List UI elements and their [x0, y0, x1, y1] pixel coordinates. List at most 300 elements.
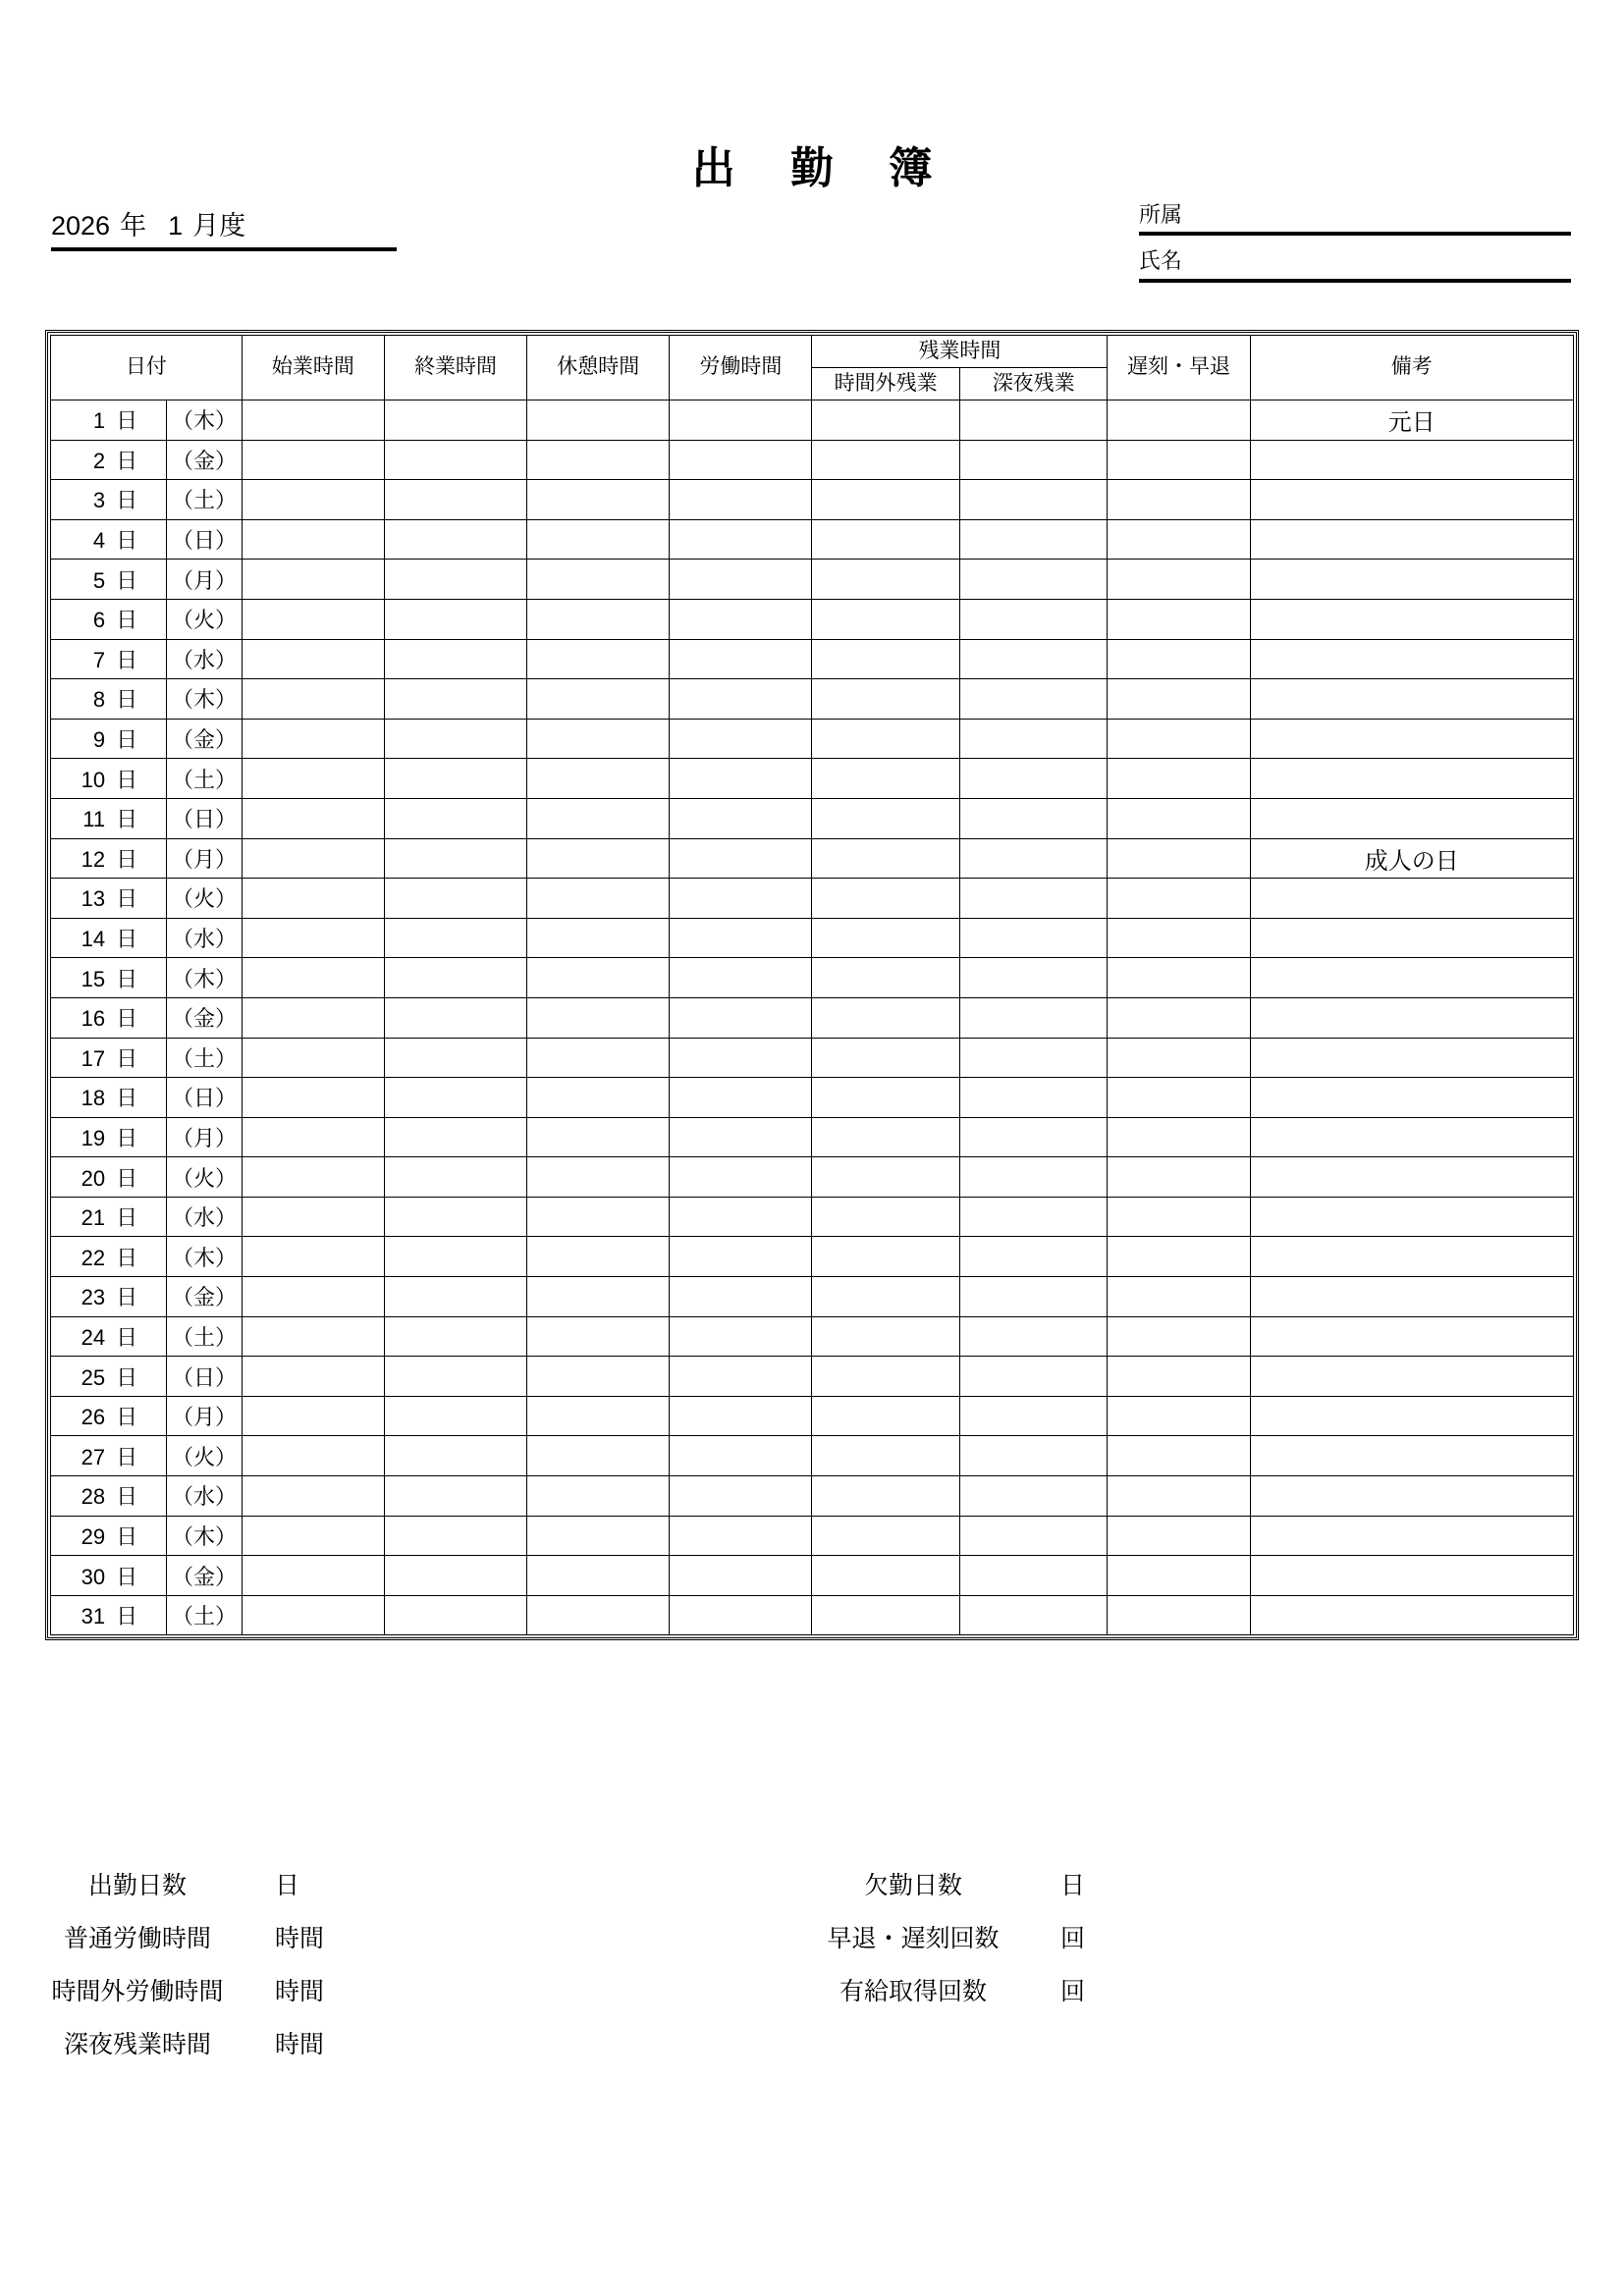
cell-late-early[interactable]	[1108, 1476, 1250, 1517]
cell-overtime-night[interactable]	[959, 879, 1108, 919]
cell-start-time[interactable]	[242, 599, 384, 639]
cell-overtime-night[interactable]	[959, 1038, 1108, 1078]
cell-remarks[interactable]: 成人の日	[1250, 838, 1573, 879]
cell-overtime-regular[interactable]	[812, 599, 960, 639]
cell-start-time[interactable]	[242, 1556, 384, 1596]
cell-start-time[interactable]	[242, 1117, 384, 1157]
cell-overtime-regular[interactable]	[812, 440, 960, 480]
table-row	[51, 879, 1574, 919]
cell-end-time[interactable]	[385, 958, 527, 998]
cell-work-time[interactable]	[670, 480, 812, 520]
cell-day	[51, 1436, 167, 1476]
cell-start-time[interactable]	[242, 560, 384, 600]
cell-start-time[interactable]	[242, 1316, 384, 1357]
cell-overtime-regular[interactable]	[812, 1237, 960, 1277]
cell-start-time[interactable]	[242, 1157, 384, 1198]
cell-remarks[interactable]	[1250, 1316, 1573, 1357]
cell-start-time[interactable]	[242, 1396, 384, 1436]
day-unit: 日	[116, 448, 138, 473]
cell-weekday: （火）	[167, 879, 243, 919]
cell-start-time[interactable]	[242, 879, 384, 919]
cell-start-time[interactable]	[242, 1436, 384, 1476]
cell-work-time[interactable]	[670, 440, 812, 480]
cell-start-time[interactable]	[242, 798, 384, 838]
cell-overtime-night[interactable]	[959, 560, 1108, 600]
cell-break-time[interactable]	[527, 519, 670, 560]
summary-value-left[interactable]: 時間	[275, 1978, 325, 2005]
cell-remarks[interactable]	[1250, 1078, 1573, 1118]
cell-work-time[interactable]	[670, 1516, 812, 1556]
summary-value-left[interactable]: 時間	[275, 1925, 325, 1952]
cell-break-time[interactable]	[527, 1396, 670, 1436]
cell-late-early[interactable]	[1108, 719, 1250, 759]
cell-overtime-night[interactable]	[959, 1117, 1108, 1157]
table-row	[51, 679, 1574, 720]
cell-end-time[interactable]	[385, 1277, 527, 1317]
cell-remarks[interactable]	[1250, 560, 1573, 600]
cell-overtime-regular[interactable]	[812, 958, 960, 998]
cell-work-time[interactable]	[670, 1197, 812, 1237]
period-field[interactable]	[51, 212, 397, 251]
cell-work-time[interactable]	[670, 719, 812, 759]
cell-end-time[interactable]	[385, 1237, 527, 1277]
cell-day	[51, 1117, 167, 1157]
cell-overtime-regular[interactable]	[812, 838, 960, 879]
cell-day	[51, 440, 167, 480]
cell-weekday: （金）	[167, 1277, 243, 1317]
cell-break-time[interactable]	[527, 1197, 670, 1237]
cell-overtime-night[interactable]	[959, 1436, 1108, 1476]
cell-overtime-night[interactable]	[959, 1357, 1108, 1397]
cell-day	[51, 1038, 167, 1078]
cell-work-time[interactable]	[670, 997, 812, 1038]
cell-end-time[interactable]	[385, 1436, 527, 1476]
cell-end-time[interactable]	[385, 759, 527, 799]
summary-value-right[interactable]: 回	[1060, 1925, 1086, 1952]
cell-overtime-night[interactable]	[959, 1556, 1108, 1596]
cell-overtime-night[interactable]	[959, 480, 1108, 520]
cell-work-time[interactable]	[670, 1316, 812, 1357]
cell-start-time[interactable]	[242, 838, 384, 879]
cell-work-time[interactable]	[670, 879, 812, 919]
cell-late-early[interactable]	[1108, 1595, 1250, 1635]
summary-label-right-empty	[766, 2016, 1060, 2069]
cell-break-time[interactable]	[527, 1516, 670, 1556]
cell-end-time[interactable]	[385, 440, 527, 480]
cell-start-time[interactable]	[242, 480, 384, 520]
cell-overtime-night[interactable]	[959, 679, 1108, 720]
day-number: 28	[81, 1484, 106, 1510]
summary-value-left[interactable]: 時間	[275, 2031, 325, 2058]
cell-break-time[interactable]	[527, 679, 670, 720]
cell-overtime-night[interactable]	[959, 838, 1108, 879]
cell-late-early[interactable]	[1108, 879, 1250, 919]
cell-overtime-night[interactable]	[959, 400, 1108, 441]
cell-end-time[interactable]	[385, 1476, 527, 1517]
cell-work-time[interactable]	[670, 759, 812, 799]
cell-overtime-night[interactable]	[959, 1595, 1108, 1635]
cell-break-time[interactable]	[527, 400, 670, 441]
cell-remarks[interactable]	[1250, 879, 1573, 919]
cell-end-time[interactable]	[385, 918, 527, 958]
cell-late-early[interactable]	[1108, 400, 1250, 441]
cell-late-early[interactable]	[1108, 1396, 1250, 1436]
cell-overtime-regular[interactable]	[812, 1396, 960, 1436]
day-number: 21	[81, 1205, 106, 1231]
day-unit: 日	[116, 488, 138, 513]
cell-work-time[interactable]	[670, 400, 812, 441]
cell-work-time[interactable]	[670, 1078, 812, 1118]
cell-remarks[interactable]	[1250, 719, 1573, 759]
cell-overtime-night[interactable]	[959, 958, 1108, 998]
cell-remarks[interactable]	[1250, 958, 1573, 998]
cell-break-time[interactable]	[527, 480, 670, 520]
day-number: 10	[81, 767, 106, 792]
cell-end-time[interactable]	[385, 639, 527, 679]
day-unit: 日	[116, 1405, 138, 1430]
cell-end-time[interactable]	[385, 1595, 527, 1635]
cell-late-early[interactable]	[1108, 1516, 1250, 1556]
cell-overtime-regular[interactable]	[812, 1277, 960, 1317]
cell-late-early[interactable]	[1108, 1357, 1250, 1397]
cell-break-time[interactable]	[527, 1595, 670, 1635]
cell-remarks[interactable]	[1250, 1237, 1573, 1277]
cell-overtime-regular[interactable]	[812, 519, 960, 560]
cell-overtime-regular[interactable]	[812, 879, 960, 919]
cell-work-time[interactable]	[670, 1157, 812, 1198]
cell-end-time[interactable]	[385, 560, 527, 600]
summary-label-right: 早退・遅刻回数	[827, 1925, 1000, 1952]
cell-break-time[interactable]	[527, 879, 670, 919]
cell-overtime-regular[interactable]	[812, 1197, 960, 1237]
cell-overtime-night[interactable]	[959, 1396, 1108, 1436]
cell-end-time[interactable]	[385, 1078, 527, 1118]
cell-remarks[interactable]	[1250, 679, 1573, 720]
cell-break-time[interactable]	[527, 1357, 670, 1397]
cell-work-time[interactable]	[670, 560, 812, 600]
cell-overtime-regular[interactable]	[812, 759, 960, 799]
cell-late-early[interactable]	[1108, 798, 1250, 838]
cell-day	[51, 519, 167, 560]
cell-end-time[interactable]	[385, 400, 527, 441]
cell-end-time[interactable]	[385, 599, 527, 639]
cell-overtime-regular[interactable]	[812, 997, 960, 1038]
day-unit: 日	[116, 1523, 138, 1549]
cell-late-early[interactable]	[1108, 599, 1250, 639]
cell-overtime-night[interactable]	[959, 1277, 1108, 1317]
cell-start-time[interactable]	[242, 1476, 384, 1517]
cell-overtime-regular[interactable]	[812, 560, 960, 600]
department-field[interactable]	[1139, 202, 1571, 236]
cell-late-early[interactable]	[1108, 679, 1250, 720]
cell-work-time[interactable]	[670, 1357, 812, 1397]
cell-start-time[interactable]	[242, 958, 384, 998]
cell-work-time[interactable]	[670, 1038, 812, 1078]
cell-late-early[interactable]	[1108, 838, 1250, 879]
cell-overtime-regular[interactable]	[812, 480, 960, 520]
cell-break-time[interactable]	[527, 958, 670, 998]
cell-overtime-night[interactable]	[959, 719, 1108, 759]
cell-break-time[interactable]	[527, 1117, 670, 1157]
cell-remarks[interactable]	[1250, 997, 1573, 1038]
summary-label-left: 普通労働時間	[63, 1925, 211, 1952]
cell-end-time[interactable]	[385, 719, 527, 759]
day-number: 3	[92, 488, 106, 513]
cell-break-time[interactable]	[527, 639, 670, 679]
cell-overtime-night[interactable]	[959, 1237, 1108, 1277]
cell-work-time[interactable]	[670, 838, 812, 879]
cell-end-time[interactable]	[385, 1516, 527, 1556]
cell-break-time[interactable]	[527, 798, 670, 838]
cell-break-time[interactable]	[527, 759, 670, 799]
cell-overtime-regular[interactable]	[812, 679, 960, 720]
cell-break-time[interactable]	[527, 1556, 670, 1596]
cell-late-early[interactable]	[1108, 1038, 1250, 1078]
cell-work-time[interactable]	[670, 639, 812, 679]
cell-overtime-night[interactable]	[959, 1157, 1108, 1198]
cell-overtime-regular[interactable]	[812, 798, 960, 838]
cell-work-time[interactable]	[670, 1436, 812, 1476]
cell-work-time[interactable]	[670, 519, 812, 560]
cell-late-early[interactable]	[1108, 1277, 1250, 1317]
cell-remarks[interactable]	[1250, 639, 1573, 679]
cell-overtime-regular[interactable]	[812, 918, 960, 958]
cell-remarks[interactable]: 元日	[1250, 400, 1573, 441]
cell-work-time[interactable]	[670, 1277, 812, 1317]
cell-overtime-night[interactable]	[959, 639, 1108, 679]
cell-work-time[interactable]	[670, 599, 812, 639]
cell-late-early[interactable]	[1108, 639, 1250, 679]
cell-overtime-regular[interactable]	[812, 1516, 960, 1556]
cell-remarks[interactable]	[1250, 1197, 1573, 1237]
cell-late-early[interactable]	[1108, 519, 1250, 560]
cell-break-time[interactable]	[527, 1277, 670, 1317]
cell-end-time[interactable]	[385, 798, 527, 838]
cell-end-time[interactable]	[385, 1556, 527, 1596]
cell-remarks[interactable]	[1250, 1038, 1573, 1078]
cell-end-time[interactable]	[385, 1157, 527, 1198]
cell-late-early[interactable]	[1108, 759, 1250, 799]
cell-work-time[interactable]	[670, 1476, 812, 1517]
cell-break-time[interactable]	[527, 1436, 670, 1476]
cell-end-time[interactable]	[385, 679, 527, 720]
cell-overtime-night[interactable]	[959, 918, 1108, 958]
cell-remarks[interactable]	[1250, 1436, 1573, 1476]
cell-overtime-night[interactable]	[959, 997, 1108, 1038]
table-row	[51, 440, 1574, 480]
cell-late-early[interactable]	[1108, 1197, 1250, 1237]
cell-late-early[interactable]	[1108, 997, 1250, 1038]
cell-overtime-regular[interactable]	[812, 1436, 960, 1476]
cell-overtime-night[interactable]	[959, 1316, 1108, 1357]
table-body	[51, 400, 1574, 1635]
cell-late-early[interactable]	[1108, 958, 1250, 998]
cell-late-early[interactable]	[1108, 918, 1250, 958]
cell-start-time[interactable]	[242, 997, 384, 1038]
cell-day	[51, 1197, 167, 1237]
cell-overtime-night[interactable]	[959, 1197, 1108, 1237]
cell-late-early[interactable]	[1108, 560, 1250, 600]
cell-start-time[interactable]	[242, 679, 384, 720]
cell-end-time[interactable]	[385, 1038, 527, 1078]
cell-break-time[interactable]	[527, 1078, 670, 1118]
cell-weekday: （水）	[167, 639, 243, 679]
cell-overtime-regular[interactable]	[812, 1038, 960, 1078]
cell-day	[51, 1476, 167, 1517]
cell-end-time[interactable]	[385, 480, 527, 520]
cell-late-early[interactable]	[1108, 1316, 1250, 1357]
cell-late-early[interactable]	[1108, 480, 1250, 520]
cell-break-time[interactable]	[527, 1237, 670, 1277]
cell-remarks[interactable]	[1250, 1476, 1573, 1517]
cell-weekday: （日）	[167, 519, 243, 560]
cell-break-time[interactable]	[527, 560, 670, 600]
cell-day	[51, 958, 167, 998]
cell-late-early[interactable]	[1108, 440, 1250, 480]
cell-remarks[interactable]	[1250, 599, 1573, 639]
cell-late-early[interactable]	[1108, 1078, 1250, 1118]
cell-start-time[interactable]	[242, 400, 384, 441]
cell-start-time[interactable]	[242, 1038, 384, 1078]
cell-remarks[interactable]	[1250, 1556, 1573, 1596]
cell-day	[51, 918, 167, 958]
cell-remarks[interactable]	[1250, 798, 1573, 838]
cell-end-time[interactable]	[385, 519, 527, 560]
cell-start-time[interactable]	[242, 639, 384, 679]
cell-weekday: （金）	[167, 1556, 243, 1596]
cell-overtime-regular[interactable]	[812, 719, 960, 759]
cell-remarks[interactable]	[1250, 1516, 1573, 1556]
cell-remarks[interactable]	[1250, 759, 1573, 799]
cell-remarks[interactable]	[1250, 1157, 1573, 1198]
cell-break-time[interactable]	[527, 1157, 670, 1198]
cell-start-time[interactable]	[242, 1197, 384, 1237]
summary-label-right: 欠勤日数	[863, 1872, 962, 1899]
cell-break-time[interactable]	[527, 918, 670, 958]
summary-value-right[interactable]: 回	[1060, 1978, 1086, 2005]
cell-overtime-regular[interactable]	[812, 400, 960, 441]
cell-overtime-night[interactable]	[959, 1516, 1108, 1556]
name-field[interactable]	[1139, 248, 1571, 282]
table-row	[51, 759, 1574, 799]
cell-end-time[interactable]	[385, 1396, 527, 1436]
cell-break-time[interactable]	[527, 1476, 670, 1517]
cell-start-time[interactable]	[242, 440, 384, 480]
cell-overtime-regular[interactable]	[812, 1476, 960, 1517]
cell-remarks[interactable]	[1250, 1396, 1573, 1436]
cell-start-time[interactable]	[242, 1516, 384, 1556]
cell-end-time[interactable]	[385, 838, 527, 879]
cell-remarks[interactable]	[1250, 1117, 1573, 1157]
cell-start-time[interactable]	[242, 1277, 384, 1317]
cell-overtime-night[interactable]	[959, 599, 1108, 639]
cell-late-early[interactable]	[1108, 1157, 1250, 1198]
cell-late-early[interactable]	[1108, 1556, 1250, 1596]
cell-end-time[interactable]	[385, 1197, 527, 1237]
table-row	[51, 400, 1574, 441]
cell-remarks[interactable]	[1250, 440, 1573, 480]
cell-start-time[interactable]	[242, 759, 384, 799]
cell-end-time[interactable]	[385, 1117, 527, 1157]
cell-weekday: （木）	[167, 679, 243, 720]
cell-overtime-night[interactable]	[959, 519, 1108, 560]
cell-overtime-night[interactable]	[959, 1476, 1108, 1517]
cell-remarks[interactable]	[1250, 480, 1573, 520]
cell-end-time[interactable]	[385, 879, 527, 919]
cell-break-time[interactable]	[527, 719, 670, 759]
cell-break-time[interactable]	[527, 440, 670, 480]
cell-start-time[interactable]	[242, 1078, 384, 1118]
cell-remarks[interactable]	[1250, 1277, 1573, 1317]
column-header-break-time: 休憩時間	[527, 336, 670, 400]
cell-work-time[interactable]	[670, 958, 812, 998]
cell-work-time[interactable]	[670, 918, 812, 958]
cell-start-time[interactable]	[242, 1357, 384, 1397]
cell-remarks[interactable]	[1250, 1357, 1573, 1397]
cell-overtime-regular[interactable]	[812, 1078, 960, 1118]
cell-overtime-regular[interactable]	[812, 639, 960, 679]
cell-start-time[interactable]	[242, 1595, 384, 1635]
cell-work-time[interactable]	[670, 679, 812, 720]
cell-work-time[interactable]	[670, 1556, 812, 1596]
day-unit: 日	[116, 1564, 138, 1589]
cell-late-early[interactable]	[1108, 1117, 1250, 1157]
cell-start-time[interactable]	[242, 918, 384, 958]
cell-remarks[interactable]	[1250, 1595, 1573, 1635]
summary-value-left[interactable]: 日	[275, 1872, 300, 1899]
cell-work-time[interactable]	[670, 1396, 812, 1436]
cell-overtime-regular[interactable]	[812, 1595, 960, 1635]
table-row	[51, 1436, 1574, 1476]
cell-end-time[interactable]	[385, 1357, 527, 1397]
cell-overtime-regular[interactable]	[812, 1316, 960, 1357]
cell-overtime-regular[interactable]	[812, 1117, 960, 1157]
cell-start-time[interactable]	[242, 519, 384, 560]
cell-break-time[interactable]	[527, 1316, 670, 1357]
cell-end-time[interactable]	[385, 1316, 527, 1357]
cell-break-time[interactable]	[527, 599, 670, 639]
summary-gap	[452, 2016, 766, 2069]
day-unit: 日	[116, 1604, 138, 1629]
cell-work-time[interactable]	[670, 1595, 812, 1635]
cell-work-time[interactable]	[670, 1117, 812, 1157]
cell-overtime-night[interactable]	[959, 798, 1108, 838]
summary-value-right[interactable]: 日	[1060, 1872, 1086, 1899]
cell-overtime-regular[interactable]	[812, 1556, 960, 1596]
cell-overtime-night[interactable]	[959, 1078, 1108, 1118]
cell-work-time[interactable]	[670, 1237, 812, 1277]
cell-overtime-night[interactable]	[959, 440, 1108, 480]
cell-overtime-night[interactable]	[959, 759, 1108, 799]
cell-break-time[interactable]	[527, 997, 670, 1038]
cell-break-time[interactable]	[527, 1038, 670, 1078]
cell-overtime-regular[interactable]	[812, 1157, 960, 1198]
day-unit: 日	[116, 1205, 138, 1231]
cell-day	[51, 719, 167, 759]
cell-start-time[interactable]	[242, 1237, 384, 1277]
cell-remarks[interactable]	[1250, 918, 1573, 958]
cell-overtime-regular[interactable]	[812, 1357, 960, 1397]
cell-late-early[interactable]	[1108, 1436, 1250, 1476]
cell-remarks[interactable]	[1250, 519, 1573, 560]
cell-late-early[interactable]	[1108, 1237, 1250, 1277]
cell-start-time[interactable]	[242, 719, 384, 759]
day-number: 5	[92, 567, 106, 593]
cell-work-time[interactable]	[670, 798, 812, 838]
cell-break-time[interactable]	[527, 838, 670, 879]
day-number: 12	[81, 846, 106, 872]
cell-end-time[interactable]	[385, 997, 527, 1038]
